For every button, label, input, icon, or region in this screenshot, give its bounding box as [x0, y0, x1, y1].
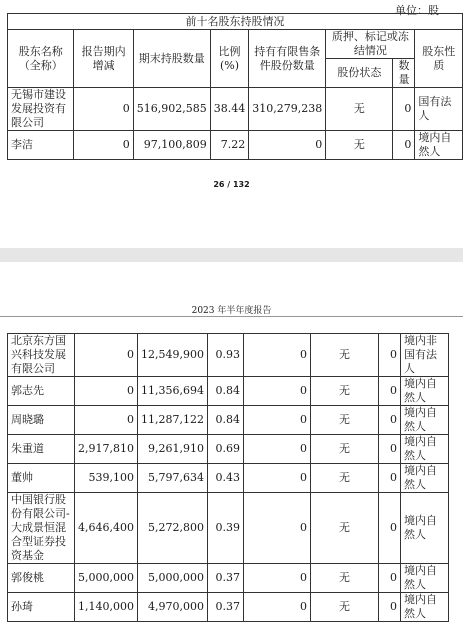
cell-change: 0 — [74, 131, 133, 160]
cell-ratio: 0.37 — [207, 564, 243, 593]
cell-name: 孙琦 — [8, 593, 75, 622]
cell-change: 4,646,400 — [75, 493, 138, 564]
cell-restricted: 0 — [243, 406, 310, 435]
cell-status: 无 — [310, 593, 378, 622]
cell-change: 539,100 — [75, 464, 138, 493]
header-pledge-group: 质押、标记或冻结情况 — [326, 30, 415, 59]
cell-nature: 境内自然人 — [400, 593, 448, 622]
cell-ratio: 0.84 — [207, 406, 243, 435]
table-row — [8, 564, 449, 593]
cell-nature: 境内自然人 — [400, 435, 448, 464]
cell-name: 郭俊桃 — [8, 564, 75, 593]
cell-nature: 境内自然人 — [415, 131, 463, 160]
cell-end-shares: 9,261,910 — [137, 435, 207, 464]
cell-name: 无锡市建设发展投资有限公司 — [8, 88, 74, 131]
cell-change: 0 — [75, 377, 138, 406]
cell-end-shares: 11,356,694 — [137, 377, 207, 406]
header-pledge-count: 数量 — [393, 59, 415, 88]
cell-end-shares: 12,549,900 — [137, 334, 207, 377]
cell-count: 0 — [378, 377, 400, 406]
cell-change: 0 — [75, 334, 138, 377]
cell-count: 0 — [378, 334, 400, 377]
cell-name: 朱重道 — [8, 435, 75, 464]
header-ratio: 比例(%) — [210, 30, 249, 88]
cell-count: 0 — [378, 493, 400, 564]
cell-change: 1,140,000 — [75, 593, 138, 622]
cell-ratio: 0.69 — [207, 435, 243, 464]
cell-end-shares: 4,970,000 — [137, 593, 207, 622]
cell-nature: 境内非国有法人 — [400, 334, 448, 377]
cell-end-shares: 5,000,000 — [137, 564, 207, 593]
cell-status: 无 — [310, 493, 378, 564]
unit-label: 单位：股 — [395, 4, 439, 17]
cell-status: 无 — [310, 334, 378, 377]
cell-nature: 境内自然人 — [400, 464, 448, 493]
cell-nature: 境内自然人 — [400, 377, 448, 406]
cell-ratio: 0.84 — [207, 377, 243, 406]
cell-ratio: 7.22 — [210, 131, 249, 160]
cell-status: 无 — [310, 564, 378, 593]
report-title: 2023 年半年度报告 — [191, 306, 272, 316]
cell-count: 0 — [393, 131, 415, 160]
table-row — [8, 406, 449, 435]
cell-count: 0 — [378, 564, 400, 593]
cell-count: 0 — [378, 435, 400, 464]
table-row — [8, 464, 449, 493]
cell-restricted: 0 — [243, 435, 310, 464]
cell-nature: 国有法人 — [415, 88, 463, 131]
cell-nature: 境内自然人 — [400, 406, 448, 435]
table-row — [8, 88, 463, 131]
table-caption: 前十名股东持股情况 — [8, 14, 463, 30]
header-change: 报告期内增减 — [74, 30, 133, 88]
table-row — [8, 377, 449, 406]
table-row — [8, 593, 449, 622]
cell-change: 0 — [74, 88, 133, 131]
header-nature: 股东性质 — [415, 30, 463, 88]
cell-restricted: 0 — [249, 131, 326, 160]
cell-end-shares: 5,797,634 — [137, 464, 207, 493]
header-pledge-status: 股份状态 — [326, 59, 393, 88]
table-row — [8, 334, 449, 377]
cell-restricted: 0 — [243, 464, 310, 493]
table-row — [8, 131, 463, 160]
cell-count: 0 — [378, 406, 400, 435]
cell-count: 0 — [393, 88, 415, 131]
cell-status: 无 — [310, 406, 378, 435]
cell-change: 0 — [75, 406, 138, 435]
cell-status: 无 — [310, 464, 378, 493]
cell-ratio: 0.93 — [207, 334, 243, 377]
cell-count: 0 — [378, 593, 400, 622]
header-end-shares: 期末持股数量 — [133, 30, 210, 88]
cell-restricted: 0 — [243, 564, 310, 593]
cell-restricted: 0 — [243, 377, 310, 406]
cell-ratio: 0.43 — [207, 464, 243, 493]
cell-status: 无 — [326, 88, 393, 131]
cell-change: 2,917,810 — [75, 435, 138, 464]
cell-name: 中国银行股份有限公司-大成景恒混合型证券投资基金 — [8, 493, 75, 564]
header-name: 股东名称（全称） — [8, 30, 74, 88]
cell-ratio: 38.44 — [210, 88, 249, 131]
cell-status: 无 — [310, 435, 378, 464]
page-number: 26 / 132 — [213, 180, 250, 189]
cell-name: 董帅 — [8, 464, 75, 493]
cell-status: 无 — [310, 377, 378, 406]
cell-name: 北京东方国兴科技发展有限公司 — [8, 334, 75, 377]
shareholder-table-part1 — [7, 13, 463, 160]
cell-end-shares: 11,287,122 — [137, 406, 207, 435]
cell-restricted: 0 — [243, 334, 310, 377]
table-row — [8, 435, 449, 464]
cell-restricted: 310,279,238 — [249, 88, 326, 131]
page-separator — [0, 248, 463, 262]
cell-ratio: 0.39 — [207, 493, 243, 564]
header-restricted: 持有有限售条件股份数量 — [249, 30, 326, 88]
cell-end-shares: 516,902,585 — [133, 88, 210, 131]
cell-name: 周晓璐 — [8, 406, 75, 435]
cell-status: 无 — [326, 131, 393, 160]
cell-restricted: 0 — [243, 493, 310, 564]
cell-count: 0 — [378, 464, 400, 493]
cell-ratio: 0.37 — [207, 593, 243, 622]
cell-name: 李洁 — [8, 131, 74, 160]
cell-name: 郭志先 — [8, 377, 75, 406]
cell-nature: 境内自然人 — [400, 564, 448, 593]
cell-restricted: 0 — [243, 593, 310, 622]
cell-change: 5,000,000 — [75, 564, 138, 593]
table-row — [8, 493, 449, 564]
cell-end-shares: 5,272,800 — [137, 493, 207, 564]
header-rule — [0, 316, 463, 317]
cell-end-shares: 97,100,809 — [133, 131, 210, 160]
cell-nature: 境内自然人 — [400, 493, 448, 564]
shareholder-table-part2 — [7, 333, 449, 622]
